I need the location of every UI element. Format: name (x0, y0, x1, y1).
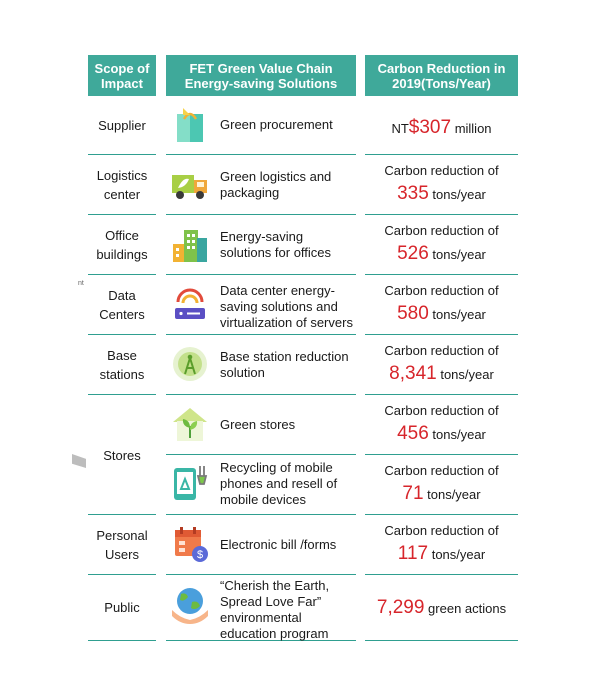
router-icon (170, 284, 210, 324)
row-divider (88, 574, 156, 575)
reduction-caption: Carbon reduction of (384, 223, 499, 238)
header-scope: Scope of Impact (88, 55, 156, 96)
reduction-value: 456 (397, 423, 429, 444)
solution-label: Green logistics and packaging (220, 169, 332, 200)
reduction-office-buildings (365, 222, 518, 267)
row-divider (88, 394, 156, 395)
reduction-unit: tons/year (428, 247, 486, 262)
reduction-value: 117 (397, 543, 429, 564)
reduction-unit: tons/year (423, 487, 481, 502)
reduction-value: 335 (397, 183, 429, 204)
reduction-unit: tons/year (428, 187, 486, 202)
row-divider (88, 640, 156, 641)
reduction-caption: Carbon reduction of (384, 163, 499, 178)
reduction-unit: tons/year (428, 427, 486, 442)
row-divider (88, 274, 156, 275)
reduction-caption: Carbon reduction of (384, 523, 499, 538)
row-divider (365, 394, 518, 395)
earth-hands-icon (170, 584, 210, 624)
reduction-phone-recycling (365, 462, 518, 507)
svg-text:$: $ (196, 549, 204, 561)
reduction-prefix: NT (391, 121, 409, 136)
solution-label: Electronic bill /forms (220, 537, 337, 552)
solution-label: “Cherish the Earth, Spread Love Far” environmental education program (220, 578, 330, 641)
scope-base-stations: Base stations (99, 348, 145, 382)
scope-public: Public (104, 600, 140, 615)
row-divider (365, 214, 518, 215)
e-bill-icon (170, 524, 210, 564)
row-divider (365, 334, 518, 335)
row-divider (166, 154, 356, 155)
reduction-unit: million (451, 121, 492, 136)
antenna-icon (170, 344, 210, 384)
office-building-icon (170, 224, 210, 264)
solution-label: Recycling of mobile phones and resell of mobile devices (220, 460, 338, 507)
row-divider (365, 274, 518, 275)
scope-personal-users: Personal Users (96, 528, 148, 562)
row-divider (365, 640, 518, 641)
scope-data-centers: Data Centers (99, 288, 145, 322)
solution-label: Green stores (220, 417, 296, 432)
reduction-value: 526 (397, 243, 429, 264)
scope-office-buildings: Office buildings (96, 228, 148, 262)
scan-smudge (72, 454, 86, 468)
header-solution: FET Green Value Chain Energy-saving Solutions (166, 55, 356, 96)
reduction-value: 7,299 (376, 597, 425, 618)
row-divider (365, 454, 518, 455)
solution-label: Data center energy-saving solutions and virtualization of servers (220, 283, 353, 330)
reduction-public (365, 594, 518, 621)
reduction-caption: Carbon reduction of (384, 283, 499, 298)
row-divider (166, 454, 356, 455)
row-divider (88, 214, 156, 215)
reduction-supplier (365, 114, 518, 141)
row-divider (365, 154, 518, 155)
reduction-value: 580 (397, 303, 429, 324)
row-divider (166, 574, 356, 575)
reduction-unit: tons/year (436, 367, 494, 382)
row-divider (166, 334, 356, 335)
scope-stores: Stores (103, 448, 141, 463)
solution-label: Green procurement (220, 117, 333, 132)
row-divider (88, 154, 156, 155)
scope-supplier: Supplier (98, 118, 146, 133)
reduction-base-stations (365, 342, 518, 387)
row-divider (365, 514, 518, 515)
reduction-value: 71 (402, 483, 424, 504)
row-divider (166, 214, 356, 215)
row-divider (166, 394, 356, 395)
scope-logistics-center: Logistics center (96, 168, 148, 202)
reduction-personal-users (365, 522, 518, 567)
green-house-icon (170, 404, 210, 444)
delivery-truck-icon (170, 165, 210, 205)
phone-recycle-icon (170, 462, 210, 502)
reduction-caption: Carbon reduction of (384, 463, 499, 478)
reduction-caption: Carbon reduction of (384, 343, 499, 358)
reduction-unit: tons/year (428, 547, 486, 562)
reduction-logistics-center (365, 162, 518, 207)
header-reduction: Carbon Reduction in 2019(Tons/Year) (365, 55, 518, 96)
reduction-caption: Carbon reduction of (384, 403, 499, 418)
reduction-unit: green actions (424, 601, 507, 616)
solution-label: Base station reduction solution (220, 349, 349, 380)
shopping-bag-icon (170, 105, 210, 145)
row-divider (166, 274, 356, 275)
reduction-value: 8,341 (389, 363, 437, 384)
reduction-data-centers (365, 282, 518, 327)
row-divider (166, 514, 356, 515)
reduction-green-stores (365, 402, 518, 447)
row-divider (365, 574, 518, 575)
reduction-unit: tons/year (428, 307, 486, 322)
row-divider (88, 334, 156, 335)
row-divider (88, 514, 156, 515)
stray-text: nt (78, 280, 84, 287)
reduction-value: $307 (408, 117, 452, 138)
solution-label: Energy-saving solutions for offices (220, 229, 332, 260)
